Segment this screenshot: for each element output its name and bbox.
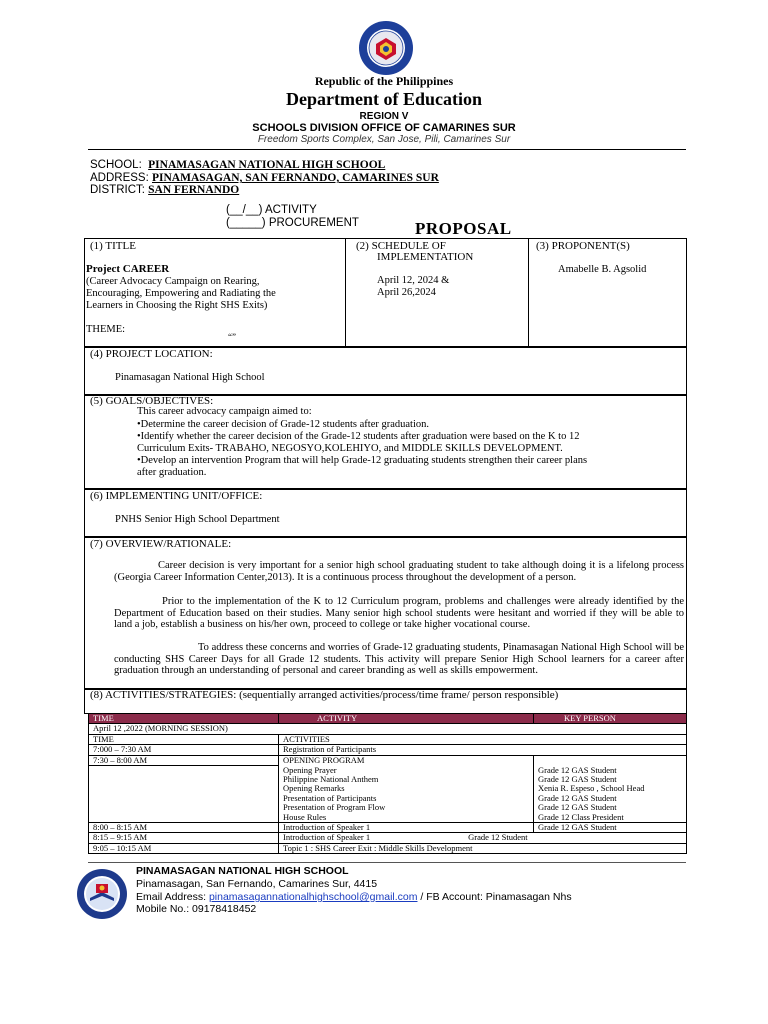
table-row [89,755,687,765]
table-row [89,745,687,755]
theme-value: “” [228,332,236,342]
school-value: PINAMASAGAN NATIONAL HIGH SCHOOL [148,159,386,171]
email-link[interactable]: pinamasagannationalhighschool@gmail.com [208,891,418,903]
row-activity: Presentation of Participants [279,794,534,803]
row-activity-person [279,833,687,843]
row-person: Grade 12 GAS Student [534,803,687,812]
row-person: Grade 12 GAS Student [534,822,687,832]
acronym-line-2: Encouraging, Empowering and Radiating the [86,288,276,299]
title-label: (1) TITLE [90,240,136,252]
row-person: Grade 12 Student [468,832,528,843]
table-row [89,833,687,843]
header-divider [88,149,686,150]
unit-value: PNHS Senior High School Department [115,514,280,525]
proponent-label: (3) PROPONENT(S) [536,240,630,252]
project-name: Project CAREER [86,263,170,275]
schedule-table [88,713,687,854]
school-label: SCHOOL: [90,159,142,171]
region-line: REGION V [359,111,409,122]
footer-school: PINAMASAGAN NATIONAL HIGH SCHOOL [136,865,349,877]
row-person: Grade 12 GAS Student [534,794,687,803]
row-activity: Introduction of Speaker 1 [283,832,371,843]
header-key-person: KEY PERSON [534,714,687,724]
subheader-time: TIME [89,734,279,744]
republic-line: Republic of the Philippines [314,74,454,88]
row-person: Grade 12 GAS Student [534,775,687,784]
row-activity: Opening Remarks [279,784,534,793]
row-person: Grade 12 GAS Student [534,766,687,775]
footer-mobile: Mobile No.: 09178418452 [136,903,257,915]
row-activity: Introduction of Speaker 1 [279,822,534,832]
district-label: DISTRICT: [90,184,145,196]
row-time [89,775,279,784]
row-activity: Presentation of Program Flow [279,803,534,812]
row-time: 8:00 – 8:15 AM [89,822,279,832]
footer-divider [88,862,686,863]
table-row [89,843,687,853]
acronym-line-3: Learners in Choosing the Right SHS Exits) [86,300,268,311]
location-value: Pinamasagan National High School [115,372,265,383]
schedule-date-1: April 12, 2024 & [377,275,450,286]
schedule-header-row [89,714,687,724]
deped-seal-icon [358,20,414,76]
address-row [90,172,439,184]
subheader-row [89,734,687,744]
row-activity: Topic 1 : SHS Career Exit : Middle Skills Development [279,843,687,853]
goals-list [137,419,682,479]
fb-account: / FB Account: Pinamasagan Nhs [417,891,572,903]
footer-contact [136,891,572,903]
row-activity: Philippine National Anthem [279,775,534,784]
row-time [89,784,279,793]
row-time: 7:30 – 8:00 AM [89,755,279,765]
email-label: Email Address: [136,891,209,903]
row-time: 7:000 – 7:30 AM [89,745,279,755]
row-person: Grade 12 Class President [534,813,687,823]
schedule-date-2: April 26,2024 [377,287,436,298]
goal-item: after graduation. [137,467,207,478]
department-line: Department of Education [286,89,482,109]
rationale-para-1: Career decision is very important for a senior high school graduating student to take although doing it is a lifelong process (Georgia Career Information Center,2013). It is a continuous process throughout the development of a person. [114,560,684,583]
address-value: PINAMASAGAN, SAN FERNANDO, CAMARINES SUR [152,172,439,184]
table-row [89,822,687,832]
goals-label: (5) GOALS/OBJECTIVES: [90,395,214,407]
division-line: SCHOOLS DIVISION OFFICE OF CAMARINES SUR [252,122,516,134]
row-time: 9:05 – 10:15 AM [89,843,279,853]
activity-option: (__/__) ACTIVITY [226,204,317,216]
school-row [90,159,385,171]
session-label: April 12 ,2022 (MORNING SESSION) [89,724,687,734]
footer-address: Pinamasagan, San Fernando, Camarines Sur, 4415 [136,878,378,890]
row-time: 8:15 – 9:15 AM [89,833,279,843]
schedule-label-2: IMPLEMENTATION [377,251,474,263]
row-person [534,755,687,765]
school-logo-icon [76,868,128,920]
district-value: SAN FERNANDO [148,184,240,196]
district-row [90,184,239,196]
row-activity: OPENING PROGRAM [279,755,534,765]
row-time [89,813,279,823]
col-divider-2 [528,238,529,346]
unit-label: (6) IMPLEMENTING UNIT/OFFICE: [90,490,263,502]
goal-item: •Determine the career decision of Grade-12 students after graduation. [137,419,430,430]
theme-label: THEME: [86,324,126,335]
session-row [89,724,687,734]
rationale-para-3: To address these concerns and worries of Grade-12 graduating students, Pinamasagan National High School will be conducting SHS Career Days for all Grade 12 students. This activity will prepare Senior High School learners for a career after graduation through an understanding of personal and career branding as well as skills empowerment. [114,642,684,676]
schedule-label-1: (2) SCHEDULE OF [356,240,446,252]
goal-item: •Identify whether the career decision of the Grade-12 students after graduation were based on the K to 12 [137,431,580,442]
table-row [89,813,687,823]
goal-item: Curriculum Exits- TRABAHO, NEGOSYO,KOLEHIYO, and MIDDLE SKILLS DEVELOPMENT. [137,443,563,454]
row-time [89,766,279,775]
subheader-activities: ACTIVITIES [279,734,687,744]
row-time [89,803,279,812]
activities-label: (8) ACTIVITIES/STRATEGIES: (sequentially arranged activities/process/time frame/ person responsible) [90,689,559,701]
proponent-name: Amabelle B. Agsolid [558,264,647,275]
address-label: ADDRESS: [90,172,149,184]
schedule-table-wrap [88,713,686,854]
rationale-label: (7) OVERVIEW/RATIONALE: [90,538,232,550]
location-label: (4) PROJECT LOCATION: [90,348,213,360]
procurement-option: (_____) PROCUREMENT [226,217,359,229]
goals-intro: This career advocacy campaign aimed to: [137,406,312,417]
header-activity: ACTIVITY [279,714,534,724]
row-activity: Opening Prayer [279,766,534,775]
row-activity: Registration of Participants [279,745,687,755]
header-time: TIME [89,714,279,724]
project-acronym [86,276,344,312]
division-address: Freedom Sports Complex, San Jose, Pili, Camarines Sur [257,134,511,145]
goal-item: •Develop an intervention Program that will help Grade-12 graduating students strengthen their career plans [137,455,588,466]
acronym-line-1: (Career Advocacy Campaign on Rearing, [86,276,260,287]
row-time [89,794,279,803]
rationale-para-2: Prior to the implementation of the K to 12 Curriculum program, problems and challenges were already identified by the Department of Education based on their studies. Many senior high school students were hesitant and worried if they will be able to land a job, establish a business on his/her own, proceed to college or take higher vocational course. [114,596,684,630]
proposal-heading: PROPOSAL [415,219,512,238]
col-divider-1 [345,238,346,346]
row-activity: House Rules [279,813,534,823]
row-person: Xenia R. Espeso , School Head [534,784,687,793]
